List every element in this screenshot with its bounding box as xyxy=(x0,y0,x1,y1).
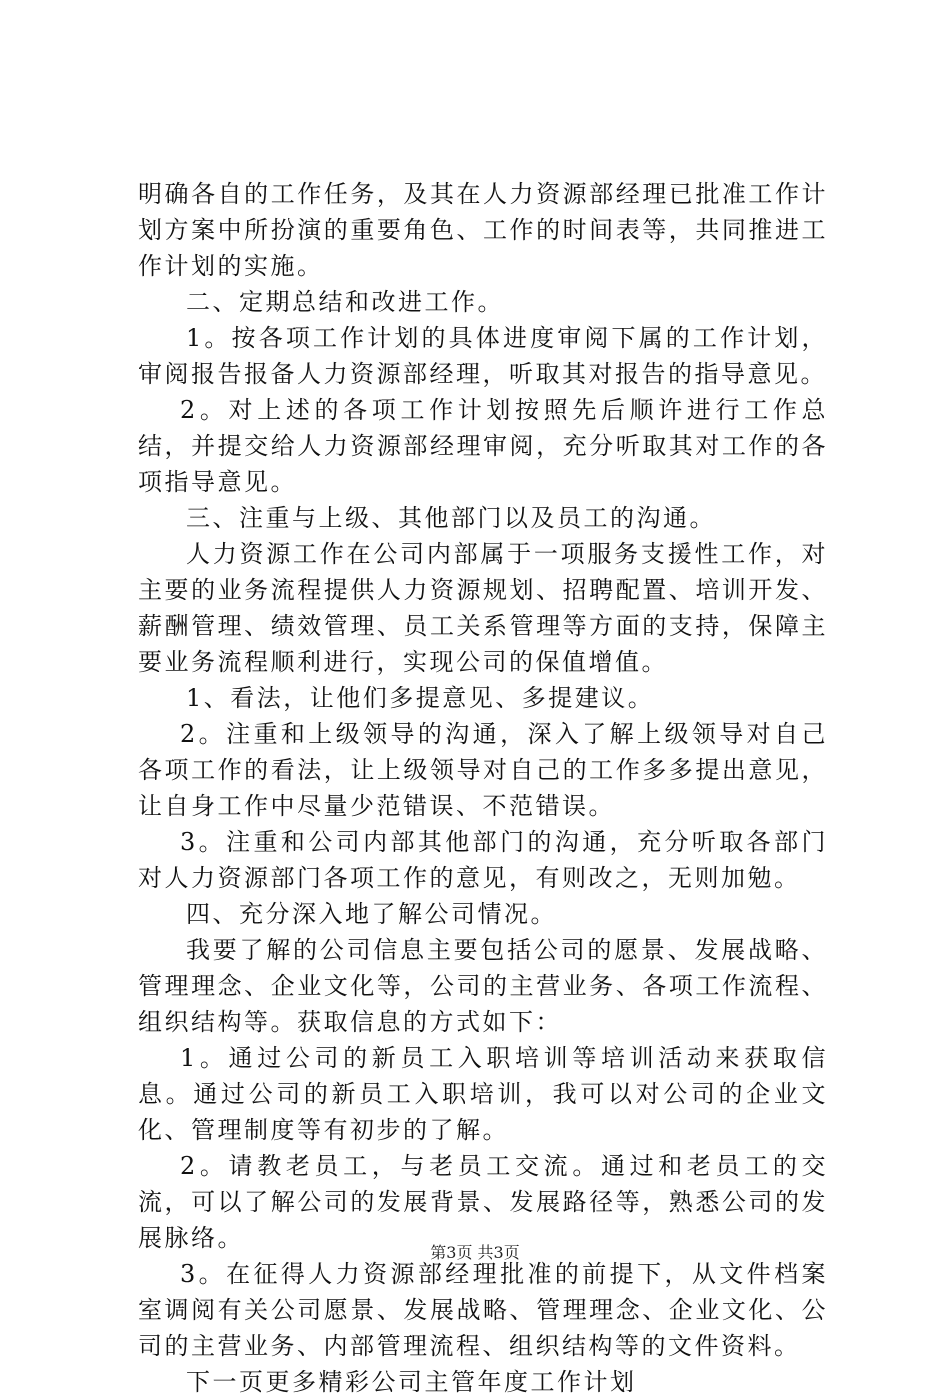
list-item: 1。通过公司的新员工入职培训等培训活动来获取信息。通过公司的新员工入职培训，我可以对公司的企业文化、管理制度等有初步的了解。 xyxy=(138,1044,828,1144)
list-item: 1。按各项工作计划的具体进度审阅下属的工作计划，审阅报告报备人力资源部经理，听取其对报告的指导意见。 xyxy=(138,324,828,388)
paragraph: 我要了解的公司信息主要包括公司的愿景、发展战略、管理理念、企业文化等，公司的主营业务、各项工作流程、组织结构等。获取信息的方式如下： xyxy=(138,936,828,1036)
paragraph-continuation: 明确各自的工作任务，及其在人力资源部经理已批准工作计划方案中所扮演的重要角色、工作的时间表等，共同推进工作计划的实施。 xyxy=(138,180,828,280)
section-heading-2: 二、定期总结和改进工作。 xyxy=(186,288,504,316)
section-heading-4: 四、充分深入地了解公司情况。 xyxy=(186,900,557,928)
list-item: 3。在征得人力资源部经理批准的前提下，从文件档案室调阅有关公司愿景、发展战略、管理理念、企业文化、公司的主营业务、内部管理流程、组织结构等的文件资料。 xyxy=(138,1260,828,1360)
list-item: 2。对上述的各项工作计划按照先后顺许进行工作总结，并提交给人力资源部经理审阅，充分听取其对工作的各项指导意见。 xyxy=(138,396,828,496)
document-body xyxy=(138,176,828,1400)
list-item: 2。注重和上级领导的沟通，深入了解上级领导对自己各项工作的看法，让上级领导对自己的工作多多提出意见，让自身工作中尽量少范错误、不范错误。 xyxy=(138,720,828,820)
list-item: 3。注重和公司内部其他部门的沟通，充分听取各部门对人力资源部门各项工作的意见，有则改之，无则加勉。 xyxy=(138,828,828,892)
next-page-link-text: 下一页更多精彩公司主管年度工作计划 xyxy=(186,1368,637,1396)
paragraph: 人力资源工作在公司内部属于一项服务支援性工作，对主要的业务流程提供人力资源规划、招聘配置、培训开发、薪酬管理、绩效管理、员工关系管理等方面的支持，保障主要业务流程顺利进行，实现公司的保值增值。 xyxy=(138,540,828,676)
list-item: 2。请教老员工，与老员工交流。通过和老员工的交流，可以了解公司的发展背景、发展路径等，熟悉公司的发展脉络。 xyxy=(138,1152,828,1252)
section-heading-3: 三、注重与上级、其他部门以及员工的沟通。 xyxy=(186,504,716,532)
page-footer xyxy=(0,1242,950,1264)
page-number-label: 第3页 共3页 xyxy=(430,1243,520,1262)
list-item: 1、看法，让他们多提意见、多提建议。 xyxy=(186,684,655,712)
